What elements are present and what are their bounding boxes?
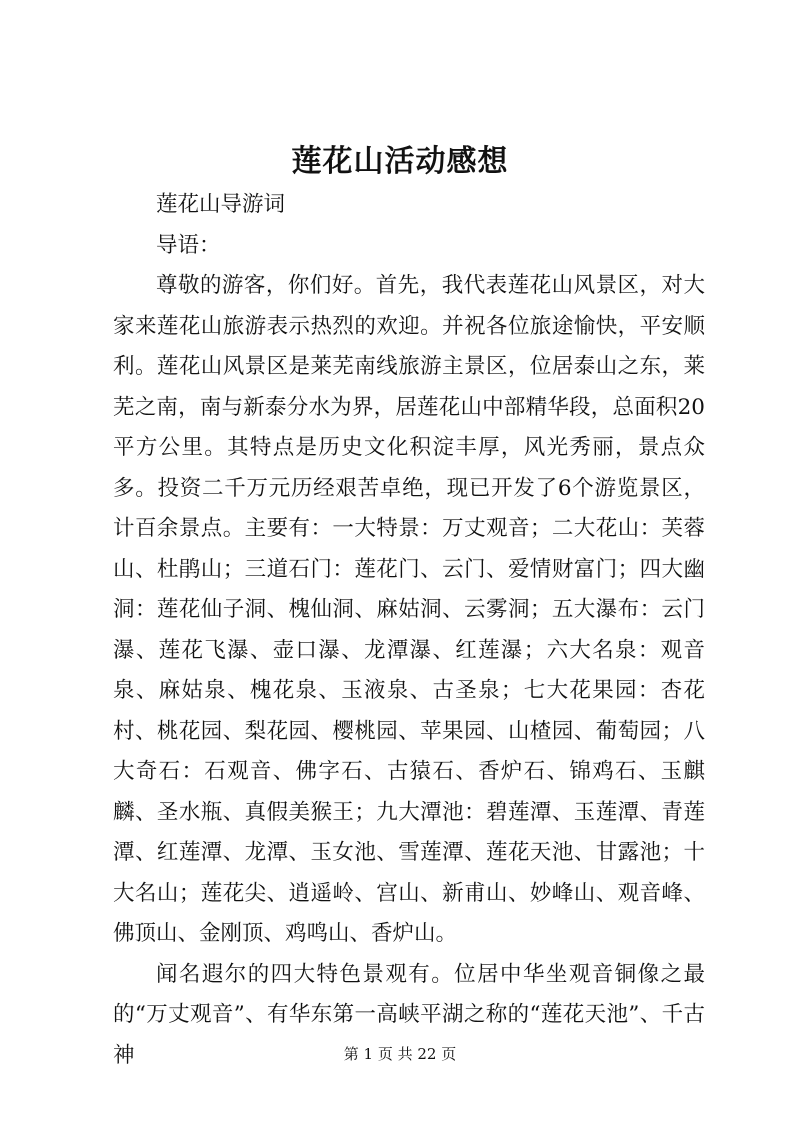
document-body [113,185,705,1076]
paragraph-intro-label: 导语： [156,232,221,258]
paragraph-heading: 莲花山导游词 [156,192,286,217]
page-number-footer: 第 1 页 共 22 页 [343,1045,457,1063]
paragraph-main: 尊敬的游客，你们好。首先，我代表莲花山风景区，对大家来莲花山旅游表示热烈的欢迎。并祝各位旅途愉快，平安顺利。莲花山风景区是莱芜南线旅游主景区，位居泰山之东，莱芜之南，南与新泰分水为界，居莲花山中部精华段，总面积20平方公里。其特点是历史文化积淀丰厚，风光秀丽，景点众多。投资二千万元历经艰苦卓绝，现已开发了6个游览景区，计百余景点。主要有：一大特景：万丈观音；二大花山：芙蓉山、杜鹃山；三道石门：莲花门、云门、爱情财富门；四大幽洞：莲花仙子洞、槐仙洞、麻姑洞、云雾洞；五大瀑布：云门瀑、莲花飞瀑、壶口瀑、龙潭瀑、红莲瀑；六大名泉：观音泉、麻姑泉、槐花泉、玉液泉、古圣泉；七大花果园：杏花村、桃花园、梨花园、樱桃园、苹果园、山楂园、葡萄园；八大奇石：石观音、佛字石、古猿石、香炉石、锦鸡石、玉麒麟、圣水瓶、真假美猴王；九大潭池：碧莲潭、玉莲潭、青莲潭、红莲潭、龙潭、玉女池、雪莲潭、莲花天池、甘露池；十大名山；莲花尖、逍遥岭、宫山、新甫山、妙峰山、观音峰、佛顶山、金刚顶、鸡鸣山、香炉山。 [113,273,705,946]
document-title: 莲花山活动感想 [291,144,509,179]
paragraph-features: 闻名遐尔的四大特色景观有。位居中华坐观音铜像之最的“万丈观音”、有华东第一高峡平湖之称的“莲花天池”、千古神 [113,961,705,1068]
